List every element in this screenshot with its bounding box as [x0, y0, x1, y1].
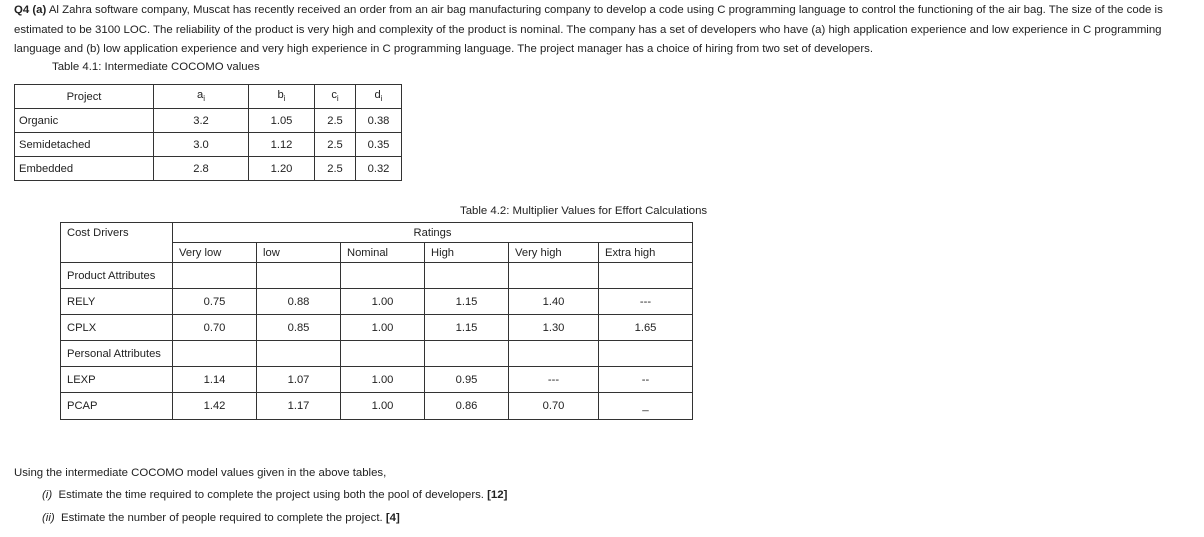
value-cell: 1.14: [173, 367, 257, 393]
header-a: $a_i$: [154, 85, 249, 109]
value-cell: 0.95: [425, 367, 509, 393]
instructions-intro: Using the intermediate COCOMO model values given in the above tables,: [14, 467, 387, 479]
value-cell: 1.65: [599, 315, 693, 341]
sub-question-text: Estimate the number of people required to complete the project.: [61, 512, 383, 524]
driver-cplx: CPLX: [61, 315, 173, 341]
table-row: [61, 367, 693, 393]
ratings-header: Ratings: [173, 223, 693, 243]
marks: [12]: [487, 489, 508, 501]
sub-question-number: (i): [42, 489, 53, 501]
table2-caption: Table 4.2: Multiplier Values for Effort Calculations: [460, 205, 708, 217]
value-cell: 0.70: [509, 393, 599, 420]
group-product-attributes: Product Attributes: [61, 263, 173, 289]
table-row: [15, 157, 402, 181]
sub-question-1: [42, 489, 507, 501]
value-cell: --: [599, 367, 693, 393]
cell-b: 1.05: [249, 109, 315, 133]
question-paragraph: [14, 1, 1194, 60]
cell-a: 2.8: [154, 157, 249, 181]
cost-drivers-header: Cost Drivers: [61, 223, 173, 263]
marks: [4]: [385, 512, 400, 524]
value-cell: 1.42: [173, 393, 257, 420]
cell-a: 3.2: [154, 109, 249, 133]
cell-d: 0.38: [356, 109, 402, 133]
cell-a: 3.0: [154, 133, 249, 157]
sub-question-2: [42, 512, 400, 524]
value-cell: ---: [599, 289, 693, 315]
header-c: $c_i$: [315, 85, 356, 109]
value-cell: 1.15: [425, 289, 509, 315]
cell-project: Semidetached: [15, 133, 154, 157]
question-text: Al Zahra software company, Muscat has recently received an order from an air bag manufacturing company to develop a code using C programming language to control the functioning of the air bag. The size of the code is estimated to be 3100 LOC. The reliability of the product is very high and complexity of the product is nominal. The company has a set of developers who have (a) high application experience and low experience in C programming language and (b) low application experience and very high experience in C programming language. The project manager has a choice of hiring from two set of developers.: [14, 4, 1163, 55]
table-header-row: [15, 85, 402, 109]
table-row: [15, 133, 402, 157]
value-cell: 1.00: [341, 393, 425, 420]
group-row-personal: [61, 341, 693, 367]
cell-d: 0.35: [356, 133, 402, 157]
header-project: Project: [15, 85, 154, 109]
cell-b: 1.20: [249, 157, 315, 181]
rating-level: Very low: [173, 243, 257, 263]
header-d: $d_i$: [356, 85, 402, 109]
value-cell: 1.15: [425, 315, 509, 341]
rating-level: Extra high: [599, 243, 693, 263]
group-personal-attributes: Personal Attributes: [61, 341, 173, 367]
driver-rely: RELY: [61, 289, 173, 315]
driver-lexp: LEXP: [61, 367, 173, 393]
cell-c: 2.5: [315, 133, 356, 157]
sub-question-text: Estimate the time required to complete the project using both the pool of developers.: [58, 489, 484, 501]
value-cell: 1.00: [341, 315, 425, 341]
value-cell: 1.07: [257, 367, 341, 393]
table-header-row: [61, 223, 693, 243]
rating-level: Very high: [509, 243, 599, 263]
cell-c: 2.5: [315, 109, 356, 133]
table-row: [61, 315, 693, 341]
value-cell: _: [599, 393, 693, 420]
question-label: Q4 (a): [14, 4, 47, 16]
rating-level: low: [257, 243, 341, 263]
value-cell: 0.75: [173, 289, 257, 315]
table1-caption: Table 4.1: Intermediate COCOMO values: [52, 61, 260, 73]
value-cell: 1.30: [509, 315, 599, 341]
sub-question-number: (ii): [42, 512, 55, 524]
cell-c: 2.5: [315, 157, 356, 181]
rating-level: Nominal: [341, 243, 425, 263]
rating-level: High: [425, 243, 509, 263]
table-row: [61, 393, 693, 420]
value-cell: 0.70: [173, 315, 257, 341]
multiplier-table: [60, 222, 693, 420]
value-cell: 0.86: [425, 393, 509, 420]
cocomo-values-table: [14, 84, 402, 181]
value-cell: 1.40: [509, 289, 599, 315]
table-row: [61, 289, 693, 315]
value-cell: 0.85: [257, 315, 341, 341]
value-cell: ---: [509, 367, 599, 393]
table-row: [15, 109, 402, 133]
header-b: $b_i$: [249, 85, 315, 109]
cell-d: 0.32: [356, 157, 402, 181]
cell-project: Organic: [15, 109, 154, 133]
value-cell: 1.00: [341, 289, 425, 315]
value-cell: 1.17: [257, 393, 341, 420]
value-cell: 0.88: [257, 289, 341, 315]
driver-pcap: PCAP: [61, 393, 173, 420]
cell-b: 1.12: [249, 133, 315, 157]
group-row-product: [61, 263, 693, 289]
value-cell: 1.00: [341, 367, 425, 393]
cell-project: Embedded: [15, 157, 154, 181]
